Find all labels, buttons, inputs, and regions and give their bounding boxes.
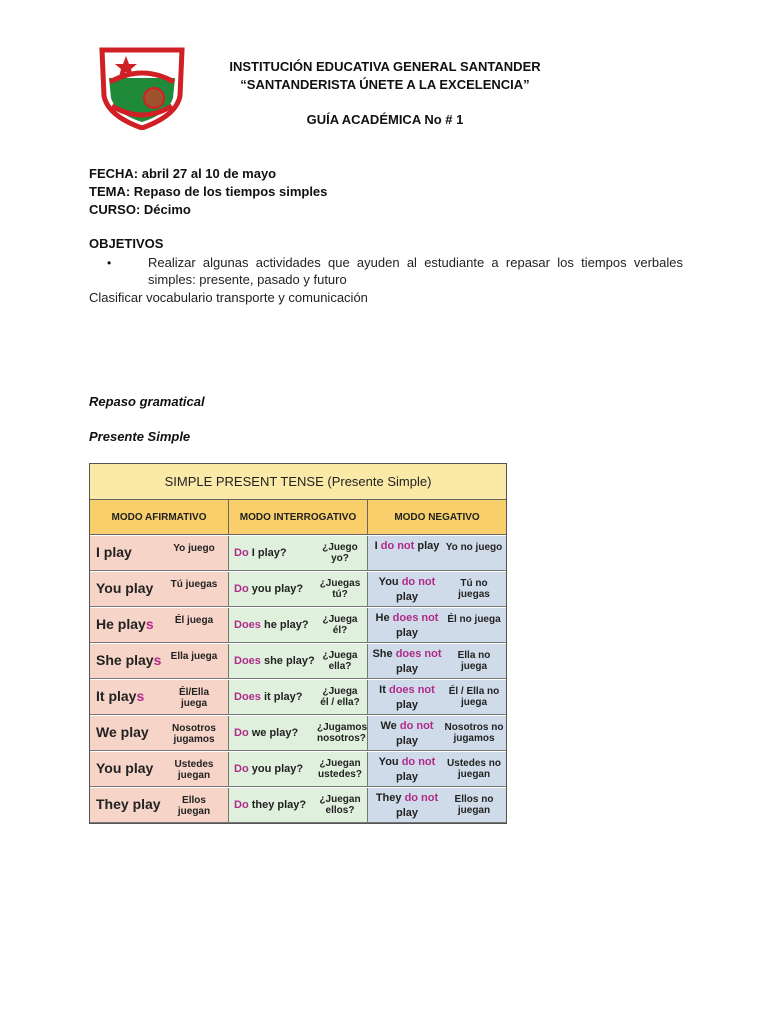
affirmative-translation: Nosotros jugamos xyxy=(172,723,216,745)
affirmative-form: You play xyxy=(96,580,154,596)
header-affirmative: MODO AFIRMATIVO xyxy=(90,500,229,535)
table-title: SIMPLE PRESENT TENSE (Presente Simple) xyxy=(90,464,506,500)
interrogative-translation: ¿Juega él? xyxy=(322,614,358,636)
affirmative-form: They play xyxy=(96,796,161,812)
section-simple-present: Presente Simple xyxy=(89,429,191,444)
affirmative-form: We play xyxy=(96,724,149,740)
affirmative-form: I play xyxy=(96,544,132,560)
negative-translation: Él / Ella no juega xyxy=(448,686,500,708)
table-row xyxy=(90,716,506,751)
negative-cell xyxy=(368,680,506,715)
course-line: CURSO: Décimo xyxy=(89,202,191,217)
interrogative-translation: ¿Juegan ustedes? xyxy=(318,758,362,780)
negative-form: You do not play xyxy=(378,576,436,603)
institution-name: INSTITUCIÓN EDUCATIVA GENERAL SANTANDER xyxy=(229,59,541,74)
negative-cell xyxy=(368,536,506,571)
negative-translation: Ustedes no juegan xyxy=(447,758,501,780)
interrogative-cell xyxy=(229,716,368,751)
affirmative-cell xyxy=(90,788,229,823)
header-interrogative: MODO INTERROGATIVO xyxy=(229,500,368,535)
negative-translation: Yo no juego xyxy=(445,542,503,553)
interrogative-cell xyxy=(229,644,368,679)
negative-cell xyxy=(368,572,506,607)
negative-translation: Nosotros no jugamos xyxy=(444,722,504,744)
guide-title: GUÍA ACADÉMICA No # 1 xyxy=(306,112,464,127)
interrogative-form: Does he play? xyxy=(234,619,309,631)
affirmative-cell xyxy=(90,716,229,751)
negative-cell xyxy=(368,608,506,643)
affirmative-cell xyxy=(90,608,229,643)
negative-form: She does not play xyxy=(372,648,442,675)
date-line: FECHA: abril 27 al 10 de mayo xyxy=(89,166,277,181)
interrogative-translation: ¿Juega ella? xyxy=(322,650,358,672)
affirmative-cell xyxy=(90,572,229,607)
affirmative-form: She plays xyxy=(96,652,162,668)
objective-item-1: Realizar algunas actividades que ayuden al estudiante a repasar los tiempos verbales simples: presente, pasado y futuro xyxy=(148,255,683,287)
affirmative-translation: Ellos juegan xyxy=(177,795,211,817)
affirmative-translation: Ustedes juegan xyxy=(174,759,214,781)
interrogative-cell xyxy=(229,572,368,607)
negative-form: We do not play xyxy=(380,720,434,747)
negative-cell xyxy=(368,644,506,679)
interrogative-form: Do I play? xyxy=(234,547,287,559)
table-row xyxy=(90,644,506,679)
negative-form: I do not play xyxy=(374,540,440,552)
affirmative-translation: Él/Ella juega xyxy=(178,687,209,709)
table-row xyxy=(90,788,506,823)
interrogative-form: Do we play? xyxy=(234,727,299,739)
negative-cell xyxy=(368,788,506,823)
interrogative-cell xyxy=(229,680,368,715)
objectives-title: OBJETIVOS xyxy=(89,236,164,251)
interrogative-translation: ¿Juego yo? xyxy=(322,542,358,564)
simple-present-table xyxy=(89,463,507,824)
interrogative-form: Do they play? xyxy=(234,799,307,811)
table-row xyxy=(90,752,506,787)
negative-translation: Ellos no juegan xyxy=(454,794,494,816)
negative-form: It does not play xyxy=(379,684,435,711)
affirmative-cell xyxy=(90,536,229,571)
institution-motto: “SANTANDERISTA ÚNETE A LA EXCELENCIA” xyxy=(240,77,530,92)
section-grammar-review: Repaso gramatical xyxy=(89,394,205,409)
table-row xyxy=(90,536,506,571)
interrogative-translation: ¿Jugamos nosotros? xyxy=(317,722,368,744)
affirmative-cell xyxy=(90,680,229,715)
affirmative-translation: Él juega xyxy=(174,615,214,626)
affirmative-form: You play xyxy=(96,760,154,776)
negative-form: He does not play xyxy=(375,612,439,639)
table-row xyxy=(90,572,506,607)
negative-cell xyxy=(368,752,506,787)
negative-translation: Tú no juegas xyxy=(458,578,490,600)
affirmative-cell xyxy=(90,644,229,679)
interrogative-translation: ¿Juegas tú? xyxy=(319,578,361,600)
affirmative-form: It plays xyxy=(96,688,145,704)
interrogative-cell xyxy=(229,608,368,643)
interrogative-form: Do you play? xyxy=(234,763,304,775)
interrogative-cell xyxy=(229,788,368,823)
affirmative-form: He plays xyxy=(96,616,154,632)
interrogative-cell xyxy=(229,752,368,787)
header-negative: MODO NEGATIVO xyxy=(368,500,506,535)
interrogative-cell xyxy=(229,536,368,571)
portrait-icon xyxy=(144,88,164,108)
affirmative-translation: Yo juego xyxy=(173,543,215,554)
interrogative-translation: ¿Juega él / ella? xyxy=(320,686,360,708)
negative-translation: Él no juega xyxy=(447,614,501,625)
negative-form: You do not play xyxy=(378,756,436,783)
negative-cell xyxy=(368,716,506,751)
bullet-icon: • xyxy=(107,256,112,270)
interrogative-translation: ¿Juegan ellos? xyxy=(319,794,361,816)
negative-form: They do not play xyxy=(375,792,439,819)
affirmative-translation: Ella juega xyxy=(170,651,218,662)
negative-translation: Ella no juega xyxy=(457,650,491,672)
interrogative-form: Do you play? xyxy=(234,583,304,595)
interrogative-form: Does it play? xyxy=(234,691,303,703)
objective-item-2: Clasificar vocabulario transporte y comunicación xyxy=(89,290,368,305)
table-row xyxy=(90,608,506,643)
topic-line: TEMA: Repaso de los tiempos simples xyxy=(89,184,328,199)
interrogative-form: Does she play? xyxy=(234,655,315,667)
affirmative-translation: Tú juegas xyxy=(170,579,218,590)
affirmative-cell xyxy=(90,752,229,787)
table-row xyxy=(90,680,506,715)
